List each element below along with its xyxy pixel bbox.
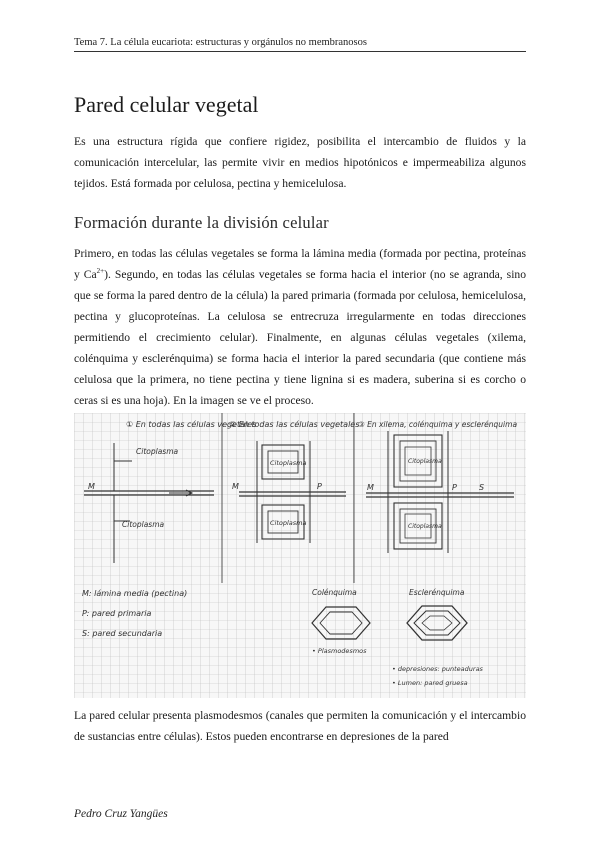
cytoplasm-label-top-1: Citoplasma — [136, 447, 179, 456]
plasmodesmata-note: • Plasmodesmos — [312, 647, 367, 655]
formation-text-end: ). Segundo, en todas las células vegetales se forma hacia el interior (no se agranda, sino que se forma la pared dentro de la célula) la pared primaria (formada por celulosa, hemicelulosa, pectina y glucoproteínas. La celulosa se entrecruza irregularmente en todas direcciones permitiendo el crecimiento celular). Finalmente, en algunas células vegetales (xilema, colénquima y esclerénquima) se forma hacia el interior la pared secundaria (que contiene más celulosa que la primera, no tiene pectina y tiene lignina si es madera, suberina si es corcho o ceras si es una hoja). En la imagen se ve el proceso. — [74, 268, 527, 407]
intro-paragraph: Es una estructura rígida que confiere rigidez, posibilita el intercambio de fluidos y la comunicación intercelular, las permite vivir en medios hipotónicos e impermeabiliza algunos tejidos. Está formada por celulosa, pectina y hemicelulosa. — [74, 135, 526, 190]
legend-primary: P: pared primaria — [82, 609, 152, 618]
cytoplasm-label-bottom-3: Citoplasma — [408, 523, 442, 530]
pits-note: • depresiones: punteaduras — [392, 665, 483, 673]
running-header: Tema 7. La célula eucariota: estructuras y orgánulos no membranosos — [74, 37, 526, 52]
cytoplasm-label-top-3: Citoplasma — [408, 458, 442, 465]
lamina-label-1: M — [88, 482, 95, 491]
step1-label: ① En todas las células vegetales — [126, 420, 257, 429]
legend-secondary: S: pared secundaria — [82, 629, 163, 638]
cytoplasm-label-bottom-1: Citoplasma — [122, 520, 165, 529]
primary-label-3: P — [452, 483, 457, 492]
cytoplasm-label-top-2: Citoplasma — [270, 459, 307, 467]
page-footer: Pedro Cruz Yangües — [74, 808, 168, 820]
plasmodesmata-paragraph: La pared celular presenta plasmodesmos (canales que permiten la comunicación y el intercambio de sustancias entre células). Estos pueden encontrarse en depresiones de la pared — [74, 709, 526, 743]
step3-label: ③ En xilema, colénquima y esclerénquima — [358, 420, 518, 429]
section-title: Pared celular vegetal — [74, 92, 259, 117]
primary-label-2: P — [317, 482, 322, 491]
cytoplasm-label-bottom-2: Citoplasma — [270, 519, 307, 527]
legend-lamina: M: lámina media (pectina) — [82, 589, 188, 598]
lumen-note: • Lumen: pared gruesa — [392, 679, 468, 687]
lamina-label-2: M — [232, 482, 239, 491]
step2-label: ② En todas las células vegetales — [229, 420, 360, 429]
sclerenchyma-label: Esclerénquima — [409, 588, 465, 597]
formation-paragraph — [74, 243, 526, 411]
calcium-charge: 2+ — [96, 267, 105, 276]
formation-text-start: Primero, en todas las células vegetales se forma la lámina media (formada por pectina, proteínas y Ca — [74, 247, 526, 281]
subsection-title: Formación durante la división celular — [74, 213, 329, 232]
secondary-label-3: S — [479, 483, 485, 492]
handwritten-diagram — [74, 413, 526, 698]
lamina-label-3: M — [367, 483, 374, 492]
cell-wall-diagram — [74, 413, 526, 698]
collenchyma-label: Colénquima — [312, 588, 357, 597]
